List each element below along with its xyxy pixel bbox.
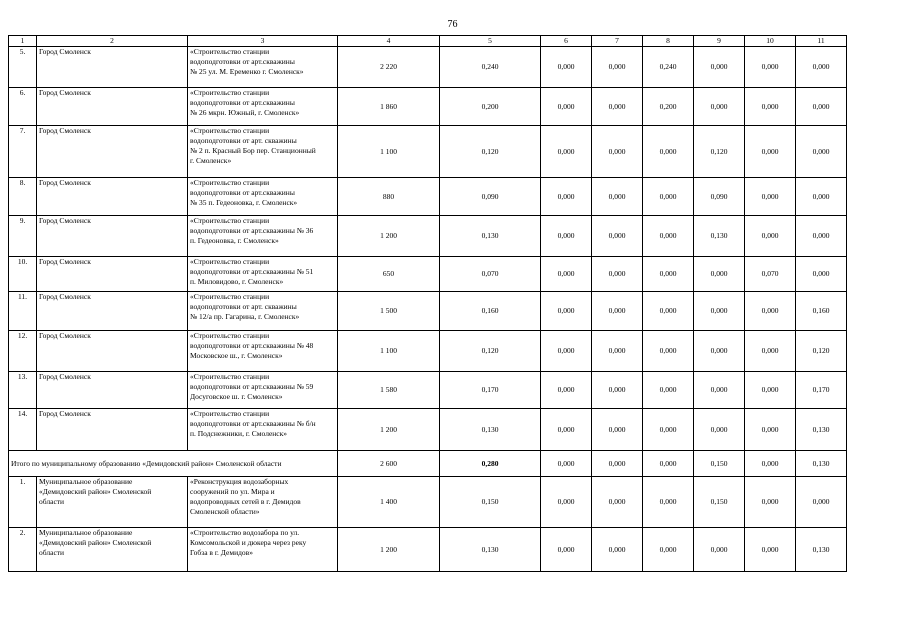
column-header: 4	[338, 36, 440, 47]
total-row	[9, 451, 847, 477]
column-header: 2	[37, 36, 188, 47]
text-line: п. Миловидово, г. Смоленск»	[190, 277, 284, 286]
row-place: Город Смоленск	[37, 88, 188, 126]
row-value: 0,000	[541, 47, 592, 88]
data-table	[8, 35, 847, 572]
text-line: № 25 ул. М. Еременко г. Смоленск»	[190, 67, 304, 76]
total-value: 0,000	[643, 451, 694, 477]
text-line: № 35 п. Гедеоновка, г. Смоленск»	[190, 198, 298, 207]
row-number: 2.	[9, 528, 37, 572]
total-value: 0,000	[745, 451, 796, 477]
text-line: водоподготовки от арт.скважины № 51	[190, 267, 314, 276]
row-value: 0,000	[745, 409, 796, 451]
row-value: 0,000	[745, 216, 796, 257]
text-line: «Строительство станции	[190, 372, 270, 381]
row-value: 0,000	[643, 372, 694, 409]
row-place: Город Смоленск	[37, 292, 188, 331]
text-line: сооружений по ул. Мира и	[190, 487, 275, 496]
row-value: 0,000	[694, 331, 745, 372]
row-value: 0,000	[694, 528, 745, 572]
row-value: 0,000	[796, 88, 847, 126]
table-row	[9, 528, 847, 572]
row-number: 11.	[9, 292, 37, 331]
row-number: 13.	[9, 372, 37, 409]
row-value: 0,000	[796, 257, 847, 292]
row-value: 0,000	[541, 292, 592, 331]
text-line: «Строительство станции	[190, 292, 270, 301]
row-number: 6.	[9, 88, 37, 126]
row-value: 0,240	[643, 47, 694, 88]
text-line: Муниципальное образование	[39, 477, 133, 486]
row-value: 0,070	[745, 257, 796, 292]
row-value: 1 860	[338, 88, 440, 126]
total-value: 2 600	[338, 451, 440, 477]
column-header: 9	[694, 36, 745, 47]
row-description	[188, 126, 338, 178]
table-row	[9, 216, 847, 257]
row-value: 0,130	[440, 409, 541, 451]
row-value: 0,000	[745, 528, 796, 572]
text-line: п. Подснежники, г. Смоленск»	[190, 429, 288, 438]
row-value: 0,000	[643, 477, 694, 528]
table-row	[9, 257, 847, 292]
column-header: 6	[541, 36, 592, 47]
row-value: 0,000	[745, 292, 796, 331]
row-value: 0,000	[541, 477, 592, 528]
row-value: 0,130	[440, 216, 541, 257]
row-value: 0,000	[694, 47, 745, 88]
text-line: Смоленской области»	[190, 507, 260, 516]
row-value: 0,000	[745, 47, 796, 88]
row-number: 1.	[9, 477, 37, 528]
total-value: 0,000	[592, 451, 643, 477]
row-place: Город Смоленск	[37, 47, 188, 88]
row-value: 0,000	[796, 126, 847, 178]
row-value: 0,000	[745, 178, 796, 216]
total-value: 0,280	[440, 451, 541, 477]
text-line: водоподготовки от арт.скважины № б/н	[190, 419, 316, 428]
table-row	[9, 47, 847, 88]
row-description	[188, 409, 338, 451]
column-header: 10	[745, 36, 796, 47]
text-line: водоподготовки от арт. скважины	[190, 136, 297, 145]
row-value: 0,000	[592, 372, 643, 409]
row-value: 1 400	[338, 477, 440, 528]
row-place: Город Смоленск	[37, 216, 188, 257]
text-line: № 2 п. Красный Бор пер. Станционный	[190, 146, 316, 155]
row-value: 0,170	[796, 372, 847, 409]
row-description	[188, 178, 338, 216]
text-line: «Строительство водозабора по ул.	[190, 528, 300, 537]
row-number: 8.	[9, 178, 37, 216]
row-value: 0,000	[694, 409, 745, 451]
row-value: 0,000	[541, 331, 592, 372]
row-value: 0,150	[694, 477, 745, 528]
row-value: 0,000	[796, 47, 847, 88]
row-number: 5.	[9, 47, 37, 88]
row-value: 0,150	[440, 477, 541, 528]
text-line: водоподготовки от арт.скважины № 59	[190, 382, 314, 391]
table-row	[9, 331, 847, 372]
row-value: 0,000	[796, 477, 847, 528]
page-number: 76	[447, 19, 458, 30]
row-description	[188, 477, 338, 528]
text-line: водоподготовки от арт.скважины № 48	[190, 341, 314, 350]
row-value: 1 200	[338, 216, 440, 257]
row-value: 0,120	[694, 126, 745, 178]
row-value: 0,130	[440, 528, 541, 572]
row-value: 0,000	[745, 477, 796, 528]
row-description	[188, 292, 338, 331]
total-value: 0,130	[796, 451, 847, 477]
row-value: 0,000	[643, 331, 694, 372]
row-value: 0,170	[440, 372, 541, 409]
column-header: 11	[796, 36, 847, 47]
row-value: 0,000	[592, 528, 643, 572]
text-line: области	[39, 548, 65, 557]
row-number: 7.	[9, 126, 37, 178]
row-number: 12.	[9, 331, 37, 372]
row-value: 0,120	[440, 126, 541, 178]
row-value: 0,090	[694, 178, 745, 216]
row-value: 0,240	[440, 47, 541, 88]
row-description	[188, 372, 338, 409]
row-value: 0,000	[643, 178, 694, 216]
text-line: Досуговское ш. г. Смоленск»	[190, 392, 283, 401]
text-line: Гобза в г. Демидов»	[190, 548, 253, 557]
row-description	[188, 47, 338, 88]
row-value: 1 100	[338, 126, 440, 178]
column-header: 5	[440, 36, 541, 47]
column-header: 3	[188, 36, 338, 47]
row-value: 1 200	[338, 409, 440, 451]
row-value: 0,000	[592, 178, 643, 216]
text-line: Московское ш., г. Смоленск»	[190, 351, 283, 360]
text-line: водоподготовки от арт.скважины	[190, 57, 295, 66]
row-value: 0,000	[796, 216, 847, 257]
row-value: 0,120	[440, 331, 541, 372]
row-value: 0,130	[796, 409, 847, 451]
text-line: «Строительство станции	[190, 216, 270, 225]
total-value: 0,150	[694, 451, 745, 477]
total-value: 0,000	[541, 451, 592, 477]
column-header: 8	[643, 36, 694, 47]
row-value: 0,160	[440, 292, 541, 331]
row-value: 0,000	[694, 372, 745, 409]
row-value: 0,000	[643, 292, 694, 331]
row-value: 0,000	[541, 409, 592, 451]
text-line: «Демидовский район» Смоленской	[39, 538, 152, 547]
row-value: 0,000	[541, 216, 592, 257]
row-number: 10.	[9, 257, 37, 292]
row-value: 0,000	[592, 477, 643, 528]
row-place: Город Смоленск	[37, 126, 188, 178]
row-value: 0,000	[796, 178, 847, 216]
row-value: 650	[338, 257, 440, 292]
text-line: № 26 мкрн. Южный, г. Смоленск»	[190, 108, 300, 117]
row-value: 0,000	[592, 409, 643, 451]
text-line: водоподготовки от арт. скважины	[190, 302, 297, 311]
row-value: 0,000	[745, 126, 796, 178]
table-row	[9, 88, 847, 126]
row-value: 0,000	[592, 88, 643, 126]
text-line: «Строительство станции	[190, 331, 270, 340]
row-value: 0,000	[541, 528, 592, 572]
row-value: 0,000	[592, 331, 643, 372]
text-line: № 12/а пр. Гагарина, г. Смоленск»	[190, 312, 300, 321]
row-value: 0,130	[796, 528, 847, 572]
table-row	[9, 409, 847, 451]
text-line: «Демидовский район» Смоленской	[39, 487, 152, 496]
row-description	[188, 331, 338, 372]
row-value: 0,000	[592, 257, 643, 292]
row-description	[188, 528, 338, 572]
column-header: 1	[9, 36, 37, 47]
text-line: п. Гедеоновка, г. Смоленск»	[190, 236, 279, 245]
text-line: «Строительство станции	[190, 47, 270, 56]
text-line: «Строительство станции	[190, 88, 270, 97]
text-line: водоподготовки от арт.скважины	[190, 188, 295, 197]
text-line: Муниципальное образование	[39, 528, 133, 537]
text-line: «Строительство станции	[190, 178, 270, 187]
row-value: 1 580	[338, 372, 440, 409]
row-place	[37, 477, 188, 528]
row-value: 0,000	[643, 528, 694, 572]
row-value: 0,160	[796, 292, 847, 331]
row-description	[188, 88, 338, 126]
row-place	[37, 528, 188, 572]
row-value: 0,000	[643, 409, 694, 451]
text-line: «Строительство станции	[190, 126, 270, 135]
row-description	[188, 216, 338, 257]
row-value: 0,000	[643, 257, 694, 292]
row-value: 0,000	[541, 257, 592, 292]
row-value: 0,200	[643, 88, 694, 126]
row-place: Город Смоленск	[37, 257, 188, 292]
row-value: 880	[338, 178, 440, 216]
row-value: 1 100	[338, 331, 440, 372]
row-place: Город Смоленск	[37, 372, 188, 409]
row-value: 1 200	[338, 528, 440, 572]
text-line: г. Смоленск»	[190, 156, 232, 165]
row-value: 0,000	[694, 88, 745, 126]
text-line: водоподготовки от арт.скважины	[190, 98, 295, 107]
text-line: области	[39, 497, 65, 506]
row-place: Город Смоленск	[37, 331, 188, 372]
text-line: «Строительство станции	[190, 257, 270, 266]
row-value: 0,130	[694, 216, 745, 257]
table-row	[9, 178, 847, 216]
row-place: Город Смоленск	[37, 409, 188, 451]
row-value: 0,200	[440, 88, 541, 126]
row-value: 0,000	[541, 88, 592, 126]
row-description	[188, 257, 338, 292]
table-row	[9, 126, 847, 178]
text-line: водопроводных сетей в г. Демидов	[190, 497, 301, 506]
text-line: «Строительство станции	[190, 409, 270, 418]
text-line: водоподготовки от арт.скважины № 36	[190, 226, 314, 235]
text-line: Комсомольской и дюкера через реку	[190, 538, 307, 547]
row-value: 0,000	[694, 257, 745, 292]
row-value: 0,000	[541, 178, 592, 216]
row-value: 0,000	[745, 372, 796, 409]
row-value: 0,000	[694, 292, 745, 331]
row-value: 0,000	[592, 216, 643, 257]
row-value: 0,000	[592, 47, 643, 88]
row-number: 9.	[9, 216, 37, 257]
row-value: 0,000	[541, 126, 592, 178]
row-value: 0,000	[541, 372, 592, 409]
total-label: Итого по муниципальному образованию «Демидовский район» Смоленской области	[9, 451, 338, 477]
table-row	[9, 477, 847, 528]
row-value: 0,000	[643, 126, 694, 178]
row-value: 0,000	[643, 216, 694, 257]
column-header: 7	[592, 36, 643, 47]
table-row	[9, 372, 847, 409]
row-number: 14.	[9, 409, 37, 451]
row-place: Город Смоленск	[37, 178, 188, 216]
table-row	[9, 292, 847, 331]
row-value: 0,000	[592, 292, 643, 331]
header-row	[9, 36, 847, 47]
row-value: 0,120	[796, 331, 847, 372]
row-value: 2 220	[338, 47, 440, 88]
row-value: 0,070	[440, 257, 541, 292]
row-value: 1 500	[338, 292, 440, 331]
row-value: 0,000	[745, 88, 796, 126]
row-value: 0,000	[745, 331, 796, 372]
row-value: 0,090	[440, 178, 541, 216]
row-value: 0,000	[592, 126, 643, 178]
text-line: «Реконструкция водозаборных	[190, 477, 289, 486]
